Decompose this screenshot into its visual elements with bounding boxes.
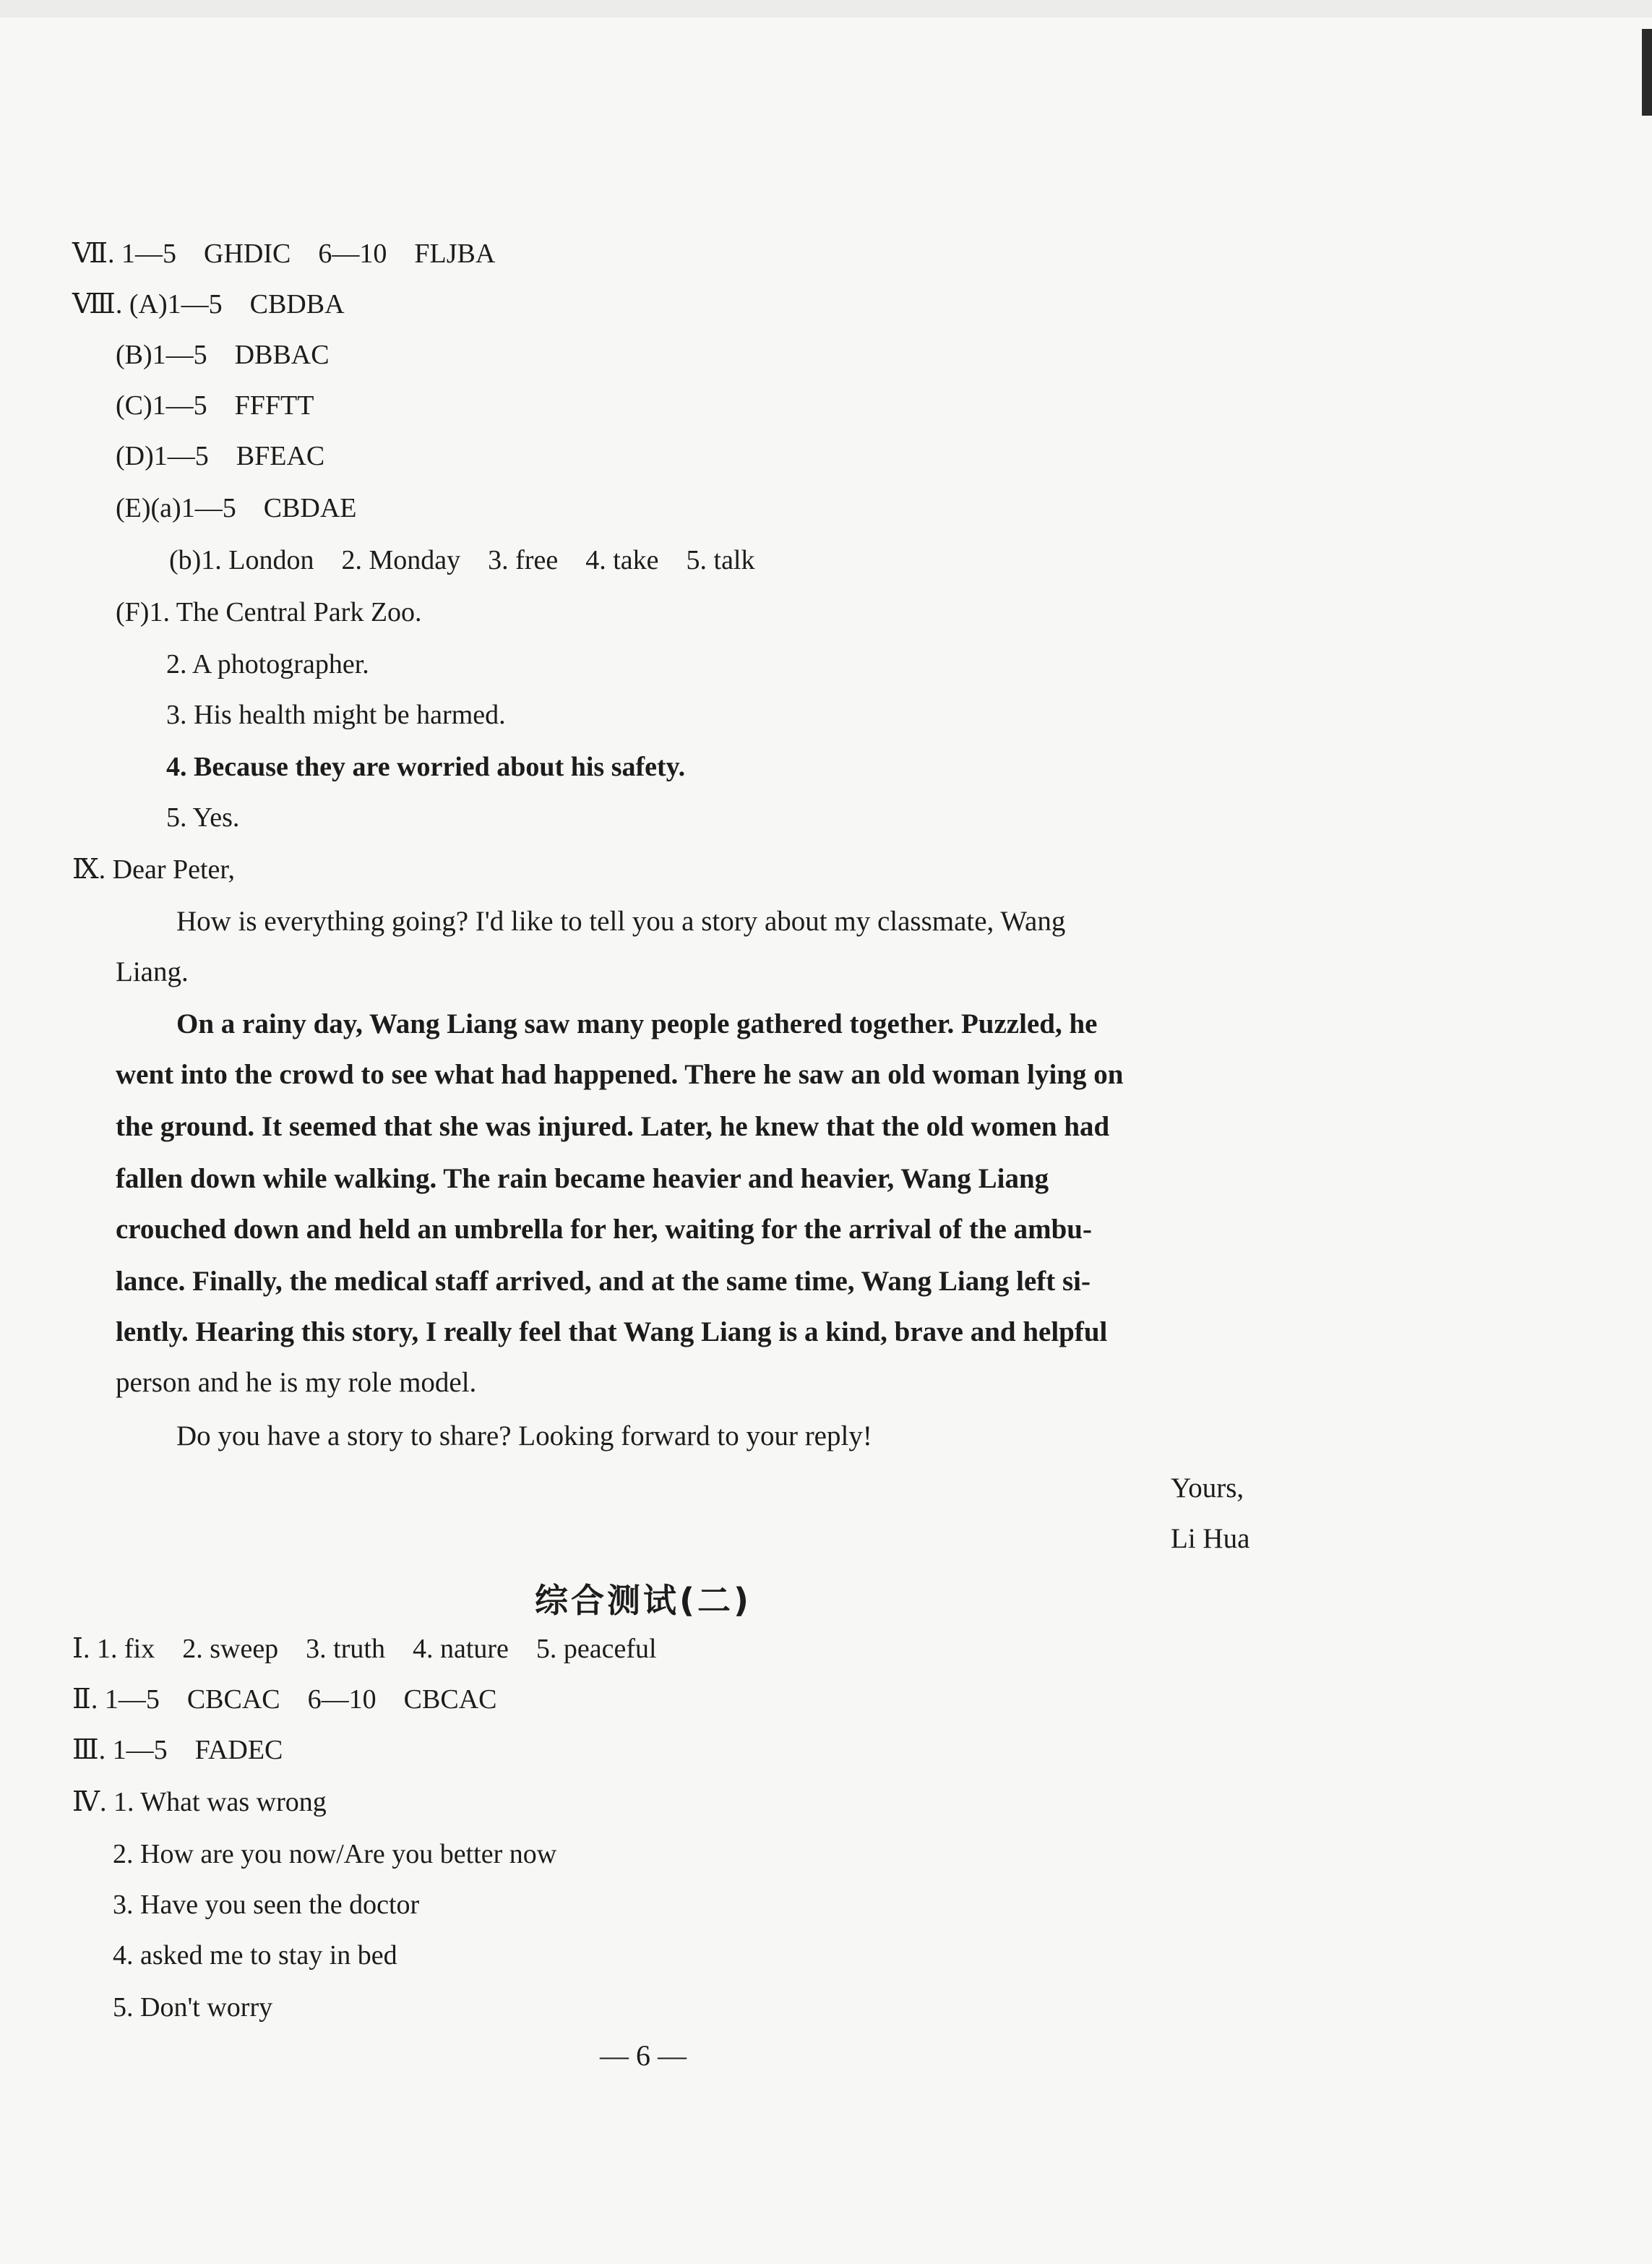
section-8ea-answers: (E)(a)1—5 CBDAE xyxy=(116,493,357,523)
letter-paragraph-1-line-2: Liang. xyxy=(116,956,189,987)
section-8f-answer-5: 5. Yes. xyxy=(166,802,240,833)
section-8f-answer-2: 2. A photographer. xyxy=(166,649,369,679)
letter-paragraph-2-line-5: crouched down and held an umbrella for her, waiting for the arrival of the ambu- xyxy=(116,1214,1092,1245)
section-8d-answers: (D)1—5 BFEAC xyxy=(116,441,325,471)
test2-section-3-answers: Ⅲ. 1—5 FADEC xyxy=(72,1735,283,1765)
letter-greeting: Ⅸ. Dear Peter, xyxy=(72,854,236,885)
test-2-title: 综合测试(二) xyxy=(535,1581,752,1620)
letter-signature: Li Hua xyxy=(1171,1523,1250,1554)
scan-edge-mark xyxy=(1642,29,1652,116)
letter-paragraph-1-line-1: How is everything going? I'd like to tell you a story about my classmate, Wang xyxy=(176,906,1066,937)
test2-section-4-answer-2: 2. How are you now/Are you better now xyxy=(113,1839,557,1869)
section-8f-answer-1: (F)1. The Central Park Zoo. xyxy=(116,597,422,627)
test2-section-4-answer-5: 5. Don't worry xyxy=(113,1992,273,2023)
section-8b-answers: (B)1—5 DBBAC xyxy=(116,340,330,370)
letter-paragraph-2-line-7: lently. Hearing this story, I really feel that Wang Liang is a kind, brave and helpful xyxy=(116,1316,1108,1347)
section-8a-answers: Ⅷ. (A)1—5 CBDBA xyxy=(72,289,345,320)
letter-paragraph-3: Do you have a story to share? Looking forward to your reply! xyxy=(176,1420,872,1452)
section-8c-answers: (C)1—5 FFFTT xyxy=(116,390,314,421)
letter-paragraph-2-line-2: went into the crowd to see what had happened. There he saw an old woman lying on xyxy=(116,1059,1124,1090)
letter-paragraph-2-line-8: person and he is my role model. xyxy=(116,1367,477,1398)
test2-section-1-answers: Ⅰ. 1. fix 2. sweep 3. truth 4. nature 5. peaceful xyxy=(72,1634,657,1664)
letter-paragraph-2-line-3: the ground. It seemed that she was injured. Later, he knew that the old women had xyxy=(116,1111,1110,1142)
section-7-answers: Ⅶ. 1—5 GHDIC 6—10 FLJBA xyxy=(72,239,496,269)
test2-section-4-answer-1: Ⅳ. 1. What was wrong xyxy=(72,1787,327,1817)
letter-paragraph-2-line-4: fallen down while walking. The rain became heavier and heavier, Wang Liang xyxy=(116,1163,1049,1194)
letter-closing: Yours, xyxy=(1171,1472,1244,1504)
page-number: — 6 — xyxy=(600,2039,687,2072)
letter-paragraph-2-line-1: On a rainy day, Wang Liang saw many people gathered together. Puzzled, he xyxy=(176,1008,1098,1039)
test2-section-4-answer-3: 3. Have you seen the doctor xyxy=(113,1890,420,1920)
section-8eb-answers: (b)1. London 2. Monday 3. free 4. take 5. talk xyxy=(169,545,755,575)
test2-section-2-answers: Ⅱ. 1—5 CBCAC 6—10 CBCAC xyxy=(72,1684,497,1715)
section-8f-answer-3: 3. His health might be harmed. xyxy=(166,700,506,730)
scan-top-edge xyxy=(0,0,1652,17)
letter-paragraph-2-line-6: lance. Finally, the medical staff arrived, and at the same time, Wang Liang left si- xyxy=(116,1266,1091,1297)
test2-section-4-answer-4: 4. asked me to stay in bed xyxy=(113,1940,397,1971)
section-8f-answer-4: 4. Because they are worried about his safety. xyxy=(166,752,686,782)
